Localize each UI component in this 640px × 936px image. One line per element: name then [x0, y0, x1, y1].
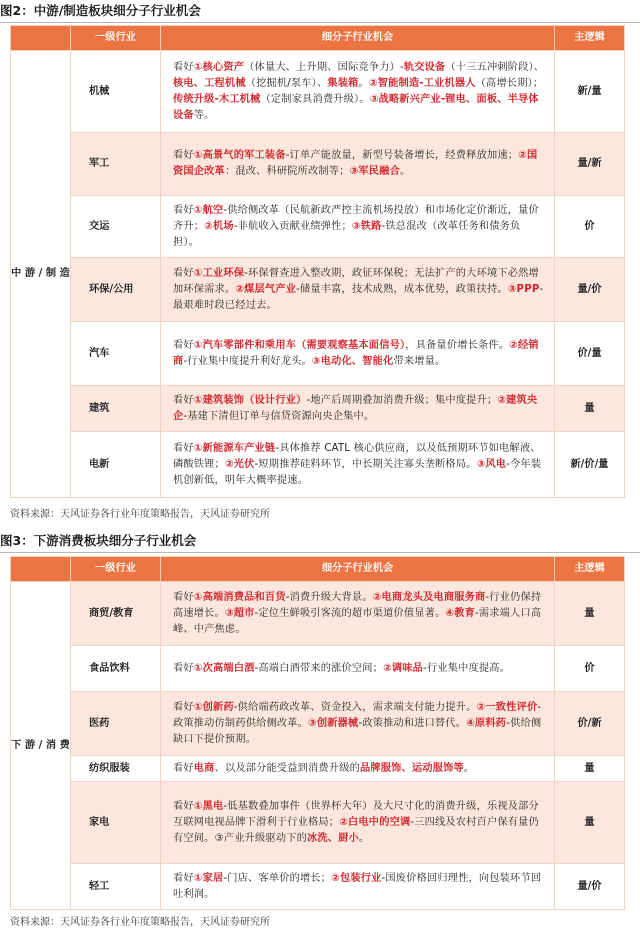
text-segment: -今年装机创新低，明年大概率提速。: [173, 458, 542, 486]
table-row: [11, 386, 625, 432]
highlighted-term: ②一致性评价: [476, 701, 538, 713]
text-segment: 等。: [193, 109, 215, 121]
main-logic: 价/量: [555, 322, 625, 386]
text-segment: ：混改、科研院所改制等；: [224, 166, 350, 177]
highlighted-term: 集装箱: [327, 77, 359, 89]
header-spacer: [11, 26, 71, 51]
highlighted-term: ③PPP: [507, 283, 540, 295]
section-label-midstream: 中 游 / 制 造: [11, 51, 71, 498]
highlighted-term: ③铁路: [351, 220, 382, 232]
text-segment: -政策推动仿制药供给侧改革。: [173, 701, 542, 729]
header-opportunity: 细分子行业机会: [161, 26, 555, 51]
highlighted-term: ②经销商: [173, 339, 539, 367]
text-segment: 。: [399, 166, 411, 177]
highlighted-term: ①汽车零部件和乘用车（需要观察基本面信号）: [193, 339, 406, 351]
text-segment: -储量丰富，技术成熟，成本优势，政策扶持。: [296, 283, 508, 295]
industry-name: 商贸/教育: [71, 582, 161, 646]
highlighted-term: ①创新药: [193, 701, 234, 713]
table-row: [11, 133, 625, 196]
table-row: [11, 432, 625, 498]
text-segment: 。: [358, 77, 369, 89]
main-logic: 量/新: [555, 133, 625, 196]
main-logic: 量/价: [555, 864, 625, 910]
highlighted-term: 传统升级-木工机械: [173, 93, 261, 105]
header-logic: 主逻辑: [555, 557, 625, 582]
highlighted-term: ③超市: [224, 607, 255, 619]
text-segment: 看好: [173, 61, 194, 73]
section-label-downstream: 下 游 / 消 费: [11, 582, 71, 910]
highlighted-term: ①家居: [193, 872, 224, 884]
opportunity-text: [161, 133, 555, 196]
highlighted-term: 冰洗、厨小: [306, 832, 359, 844]
opportunity-text: [161, 51, 555, 133]
text-segment: -基建下清但订单与信贷资源向央企集中。: [183, 410, 375, 422]
table-header-row: [11, 557, 625, 582]
text-segment: -行业仍保持高速增长。: [173, 591, 542, 619]
text-segment: ，具备量价增长条件。: [405, 339, 510, 351]
highlighted-term: ①核心资产: [193, 61, 245, 73]
text-segment: 看好: [173, 267, 194, 279]
opportunity-text: [161, 258, 555, 322]
header-opportunity: 细分子行业机会: [161, 557, 555, 582]
highlighted-term: ②电商龙头及电商服务商: [372, 591, 486, 603]
highlighted-term: ③军民融合: [349, 166, 400, 177]
text-segment: -供给端药政改革、资金投入，需求端支付能力提升。: [233, 701, 477, 713]
figure-3-title: 图3：下游消费板块细分子行业机会: [0, 533, 197, 548]
highlighted-term: ①高景气的军工装备: [193, 150, 286, 161]
table-row: [11, 864, 625, 910]
industry-name: 医药: [71, 692, 161, 756]
highlighted-term: ②智能制造-工业机器人: [368, 77, 476, 89]
text-segment: （体量大、上升期、国际竞争力）-: [244, 61, 404, 73]
industry-name: 交运: [71, 196, 161, 258]
text-segment: 看好: [173, 591, 194, 603]
text-segment: -政策推动和进口替代。: [358, 717, 467, 729]
highlighted-term: 电商: [193, 762, 215, 774]
text-segment: -三四线及农村百户保有量仍有空间。③产业升级驱动下的: [173, 816, 539, 844]
header-logic: 主逻辑: [555, 26, 625, 51]
text-segment: 看好: [173, 701, 194, 713]
figure-3-table: [10, 556, 625, 910]
highlighted-term: ④原料药: [466, 717, 507, 729]
highlighted-term: ②建筑央企: [173, 394, 538, 422]
highlighted-term: ③电动化、智能化: [311, 355, 394, 367]
opportunity-text: [161, 322, 555, 386]
industry-name: 环保/公用: [71, 258, 161, 322]
text-segment: 看好: [173, 872, 194, 884]
highlighted-term: ②包装行业: [331, 872, 382, 884]
highlighted-term: ③创新器械: [308, 717, 359, 729]
highlighted-term: ①建筑装饰（设计行业）: [193, 394, 307, 406]
text-segment: 看好: [173, 442, 194, 454]
industry-name: 食品饮料: [71, 646, 161, 692]
text-segment: （十三五冲刺阶段）、: [445, 61, 545, 73]
table-row: [11, 258, 625, 322]
text-segment: 带来增量。: [393, 355, 446, 367]
highlighted-term: ③风电: [476, 458, 507, 470]
text-segment: -需求端人口高峰、中产焦虑。: [173, 607, 542, 635]
highlighted-term: ②调味品: [383, 662, 424, 674]
highlighted-term: ①航空: [193, 204, 224, 216]
text-segment: -高端白酒带来的涨价空间；: [254, 662, 384, 674]
text-segment: （高增长期）；: [475, 77, 544, 89]
opportunity-text: [161, 196, 555, 258]
text-segment: -行业集中度提高。: [423, 662, 511, 674]
main-logic: 价: [555, 646, 625, 692]
text-segment: -订单产能放量，新型号装备增长，经费释放加速；: [285, 150, 519, 161]
figure-3-source: 资料来源：天风证券各行业年度策略报告，天风证券研究所: [10, 917, 270, 928]
highlighted-term: ①高端消费品和百货: [193, 591, 286, 603]
table-row: [11, 756, 625, 782]
highlighted-term: 品牌服饰、运动服饰等: [360, 762, 464, 774]
highlighted-term: ①次高端白酒: [193, 662, 255, 674]
text-segment: -具体推荐 CATL 核心供应商，以及低预期环节如电解液、磷酸铁锂；: [173, 442, 541, 470]
figure-3-title-rule: [0, 552, 640, 553]
text-segment: 看好: [173, 762, 194, 774]
header-industry: 一级行业: [71, 557, 161, 582]
text-segment: -行业集中度提升利好龙头。: [183, 355, 312, 367]
opportunity-text: [161, 756, 555, 782]
text-segment: 看好: [173, 800, 194, 812]
highlighted-term: ②机场: [204, 220, 234, 232]
opportunity-text: [161, 864, 555, 910]
industry-name: 家电: [71, 782, 161, 864]
table-row: [11, 322, 625, 386]
text-segment: -低基数叠加事件（世界杯大年）及大尺寸化的消费升级，乐视及部分互联网电视品牌下滑利于行业格局；: [173, 800, 539, 828]
text-segment: 、以及部分能受益到消费升级的: [214, 762, 360, 774]
text-segment: -环保督查进入整改期，政征环保税；无法扩产的大环境下必然增加环保需求。: [173, 267, 539, 295]
text-segment: （定制家具消费升级）。: [260, 93, 370, 105]
text-segment: 看好: [173, 150, 194, 161]
main-logic: 量/价: [555, 258, 625, 322]
highlighted-term: ①黑电: [193, 800, 224, 812]
industry-name: 轻工: [71, 864, 161, 910]
highlighted-term: ②煤层气产业: [235, 283, 297, 295]
figure-2-title-rule: [0, 22, 640, 23]
main-logic: 量: [555, 386, 625, 432]
text-segment: （挖掘机/泵车）、: [245, 77, 328, 89]
opportunity-text: [161, 386, 555, 432]
highlighted-term: 轨交设备: [403, 61, 446, 73]
industry-name: 纺织服装: [71, 756, 161, 782]
highlighted-term: ①工业环保: [193, 267, 245, 279]
text-segment: -定位生鲜吸引客流的超市渠道价值显著。: [254, 607, 446, 619]
text-segment: -最艰难时段已经过去。: [173, 283, 544, 311]
text-segment: 看好: [173, 394, 194, 406]
highlighted-term: ②国资国企改革: [173, 150, 538, 177]
figure-2-title: 图2：中游/制造板块细分子行业机会: [0, 3, 201, 18]
table-row: [11, 782, 625, 864]
industry-name: 汽车: [71, 322, 161, 386]
highlighted-term: 核电、工程机械: [173, 77, 246, 89]
industry-name: 机械: [71, 51, 161, 133]
text-segment: -供给侧改革（民航新政严控主流机场投放）和市场化定价渐近，量价齐升；: [173, 204, 539, 232]
table-row: [11, 51, 625, 133]
highlighted-term: ④教育: [445, 607, 476, 619]
industry-name: 军工: [71, 133, 161, 196]
opportunity-text: [161, 692, 555, 756]
text-segment: -国废价格回归理性，向包装环节回吐利润。: [173, 872, 542, 900]
opportunity-text: [161, 646, 555, 692]
opportunity-text: [161, 782, 555, 864]
text-segment: -门店、客单价的增长；: [223, 872, 332, 884]
industry-name: 建筑: [71, 386, 161, 432]
table-row: [11, 692, 625, 756]
main-logic: 新/价/量: [555, 432, 625, 498]
table-row: [11, 646, 625, 692]
highlighted-term: ②白电中的空调: [339, 816, 411, 828]
text-segment: 看好: [173, 662, 194, 674]
figure-2-source: 资料来源：天风证券各行业年度策略报告，天风证券研究所: [10, 509, 270, 520]
text-segment: -非航收入贡献业绩弹性；: [233, 220, 352, 232]
main-logic: 新/量: [555, 51, 625, 133]
highlighted-term: ②光伏: [224, 458, 255, 470]
main-logic: 量: [555, 782, 625, 864]
table-header-row: [11, 26, 625, 51]
text-segment: 。: [358, 832, 370, 844]
highlighted-term: ①新能源车产业链: [193, 442, 276, 454]
main-logic: 价: [555, 196, 625, 258]
main-logic: 量: [555, 756, 625, 782]
table-row: [11, 196, 625, 258]
header-industry: 一级行业: [71, 26, 161, 51]
industry-name: 电新: [71, 432, 161, 498]
text-segment: -供给侧缺口下提价预期。: [173, 717, 542, 745]
text-segment: -地产后周期叠加消费升级；集中度提升；: [306, 394, 498, 406]
text-segment: -短期推荐硅料环节，中长期关注寡头垄断格局。: [254, 458, 477, 470]
table-row: [11, 582, 625, 646]
header-spacer: [11, 557, 71, 582]
opportunity-text: [161, 432, 555, 498]
figure-2-table: [10, 25, 625, 498]
opportunity-text: [161, 582, 555, 646]
text-segment: 。: [463, 762, 475, 774]
text-segment: -铁总混改（改革任务和债务负担）。: [173, 220, 521, 248]
text-segment: -消费升级大背景。: [285, 591, 373, 603]
text-segment: 看好: [173, 339, 194, 351]
text-segment: 看好: [173, 204, 194, 216]
main-logic: 量: [555, 582, 625, 646]
main-logic: 价/新: [555, 692, 625, 756]
highlighted-term: ③战略新兴产业-锂电、面板、半导体设备: [173, 93, 539, 121]
